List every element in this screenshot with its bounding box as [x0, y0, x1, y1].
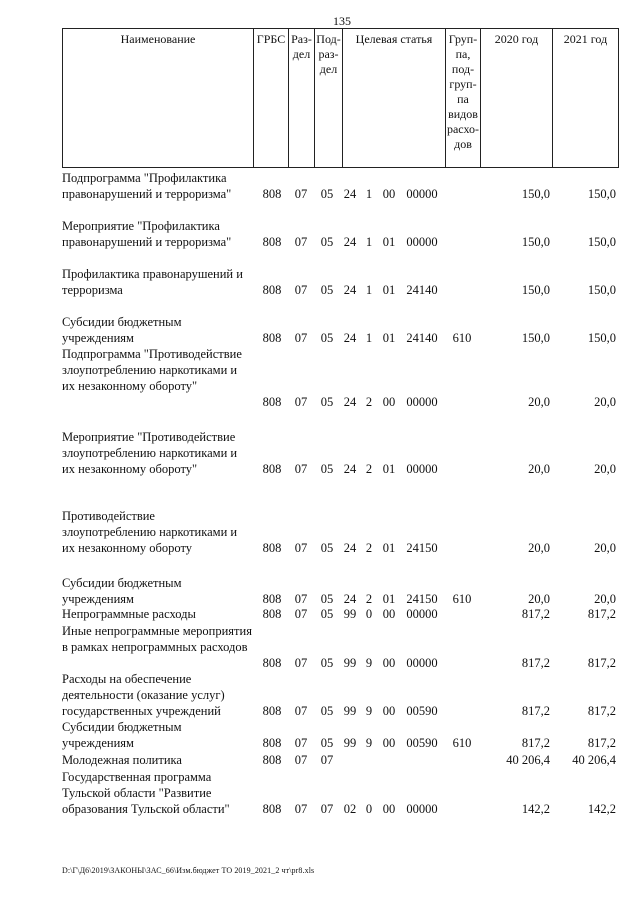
row-cell-rz: 07 [294, 462, 308, 476]
row-cell-rz: 07 [294, 283, 308, 297]
row-name: Противодействие злоупотреблению наркотиками и их незаконному обороту [62, 509, 238, 555]
row-cell-pr: 05 [320, 283, 334, 297]
header-podrazdel: Под- раз- дел [316, 32, 341, 76]
row-cell-v2020: 40 206,4 [506, 753, 550, 767]
row-cell-pr: 05 [320, 187, 334, 201]
row-cell-v2021: 20,0 [594, 462, 616, 476]
page-number: 135 [333, 14, 351, 28]
row-name: Субсидии бюджетным учреждениям [62, 315, 182, 345]
row-cell-c1: 99 [343, 656, 357, 670]
row-cell-pr: 05 [320, 736, 334, 750]
row-name: Субсидии бюджетным учреждениям [62, 720, 182, 750]
row-cell-grbs: 808 [262, 607, 282, 621]
row-cell-c2: 9 [365, 736, 373, 750]
row-cell-c2: 1 [365, 187, 373, 201]
row-cell-grbs: 808 [262, 331, 282, 345]
row-name: Подпрограмма "Профилактика правонарушений и терроризма" [62, 171, 232, 201]
row-cell-c3: 01 [382, 541, 396, 555]
row-cell-c1: 24 [343, 541, 357, 555]
row-cell-v2021: 150,0 [587, 235, 616, 249]
row-cell-c1: 24 [343, 331, 357, 345]
row-cell-rz: 07 [294, 235, 308, 249]
row-cell-pr: 05 [320, 607, 334, 621]
row-cell-grbs: 808 [262, 541, 282, 555]
row-cell-c1: 02 [343, 802, 357, 816]
row-cell-c2: 1 [365, 331, 373, 345]
row-cell-c1: 99 [343, 736, 357, 750]
row-cell-c4: 00000 [406, 607, 438, 621]
file-path-footer: D:\Г\Д6\2019\ЗАКОНЫ\ЗАС_66\Изм.бюджет ТО 2019_2021_2 чт\pr8.xls [62, 866, 315, 875]
row-cell-v2020: 20,0 [528, 541, 550, 555]
row-cell-c2: 0 [365, 607, 373, 621]
row-cell-c2: 2 [365, 592, 373, 606]
row-cell-grbs: 808 [262, 395, 282, 409]
row-cell-v2021: 20,0 [594, 395, 616, 409]
row-cell-pr: 07 [320, 753, 334, 767]
row-cell-rz: 07 [294, 592, 308, 606]
row-cell-pr: 05 [320, 656, 334, 670]
row-cell-rz: 07 [294, 331, 308, 345]
row-cell-grbs: 808 [262, 235, 282, 249]
row-cell-c4: 00000 [406, 235, 438, 249]
row-cell-grbs: 808 [262, 462, 282, 476]
row-cell-rz: 07 [294, 187, 308, 201]
row-name: Субсидии бюджетным учреждениям [62, 576, 182, 606]
row-cell-grbs: 808 [262, 656, 282, 670]
row-cell-c3: 01 [382, 462, 396, 476]
row-cell-pr: 05 [320, 541, 334, 555]
row-cell-pr: 07 [320, 802, 334, 816]
row-cell-grbs: 808 [262, 802, 282, 816]
row-cell-vr: 610 [452, 736, 472, 750]
header-name: Наименование [120, 32, 196, 46]
row-cell-c1: 24 [343, 462, 357, 476]
row-cell-c4: 24140 [406, 331, 438, 345]
row-cell-v2021: 40 206,4 [572, 753, 616, 767]
row-cell-pr: 05 [320, 235, 334, 249]
row-cell-v2021: 20,0 [594, 592, 616, 606]
row-cell-rz: 07 [294, 802, 308, 816]
row-cell-c2: 2 [365, 462, 373, 476]
row-name: Подпрограмма "Противодействие злоупотреблению наркотиками и их незаконному обороту" [62, 347, 242, 393]
row-cell-v2020: 817,2 [521, 736, 550, 750]
header-2020-cell [480, 28, 553, 168]
header-grbs-cell [253, 28, 289, 168]
row-cell-v2021: 817,2 [587, 704, 616, 718]
row-cell-c2: 2 [365, 541, 373, 555]
row-cell-c3: 00 [382, 607, 396, 621]
header-razdel-cell [288, 28, 315, 168]
row-cell-c3: 01 [382, 592, 396, 606]
row-cell-grbs: 808 [262, 592, 282, 606]
row-cell-v2020: 817,2 [521, 704, 550, 718]
row-cell-c3: 00 [382, 736, 396, 750]
row-name: Профилактика правонарушений и терроризма [62, 267, 243, 297]
row-cell-c4: 00000 [406, 187, 438, 201]
row-cell-v2020: 20,0 [528, 395, 550, 409]
row-cell-c1: 24 [343, 187, 357, 201]
row-cell-v2021: 817,2 [587, 607, 616, 621]
row-cell-vr: 610 [452, 331, 472, 345]
row-cell-v2021: 150,0 [587, 283, 616, 297]
row-name: Государственная программа Тульской области "Развитие образования Тульской области" [62, 770, 230, 816]
row-cell-c3: 00 [382, 187, 396, 201]
header-grbs: ГРБС [256, 32, 286, 46]
row-cell-v2021: 817,2 [587, 736, 616, 750]
row-cell-v2021: 150,0 [587, 331, 616, 345]
row-cell-c4: 24150 [406, 541, 438, 555]
row-cell-c4: 00000 [406, 802, 438, 816]
row-cell-v2020: 150,0 [521, 235, 550, 249]
header-2021: 2021 год [563, 32, 608, 46]
row-cell-c1: 24 [343, 283, 357, 297]
row-cell-c2: 2 [365, 395, 373, 409]
header-group: Груп- па, под- груп- па видов расхо- дов [446, 32, 480, 151]
row-cell-pr: 05 [320, 395, 334, 409]
row-cell-pr: 05 [320, 462, 334, 476]
row-cell-c2: 1 [365, 283, 373, 297]
header-2021-cell [552, 28, 619, 168]
row-cell-c3: 00 [382, 395, 396, 409]
row-name: Мероприятие "Профилактика правонарушений и терроризма" [62, 219, 232, 249]
row-cell-c4: 00000 [406, 395, 438, 409]
header-target-cell [342, 28, 446, 168]
row-name: Расходы на обеспечение деятельности (оказание услуг) государственных учреждений [62, 672, 225, 718]
row-cell-vr: 610 [452, 592, 472, 606]
row-cell-grbs: 808 [262, 736, 282, 750]
row-cell-c1: 24 [343, 592, 357, 606]
row-cell-c4: 24150 [406, 592, 438, 606]
row-cell-v2020: 150,0 [521, 283, 550, 297]
row-cell-c3: 01 [382, 283, 396, 297]
row-cell-rz: 07 [294, 736, 308, 750]
row-cell-v2020: 817,2 [521, 607, 550, 621]
row-cell-v2020: 142,2 [521, 802, 550, 816]
row-cell-c3: 00 [382, 656, 396, 670]
row-cell-rz: 07 [294, 656, 308, 670]
row-cell-rz: 07 [294, 753, 308, 767]
row-cell-c3: 01 [382, 235, 396, 249]
row-cell-pr: 05 [320, 331, 334, 345]
row-cell-c4: 00000 [406, 656, 438, 670]
row-cell-grbs: 808 [262, 187, 282, 201]
row-cell-c1: 99 [343, 607, 357, 621]
row-cell-v2021: 20,0 [594, 541, 616, 555]
row-cell-rz: 07 [294, 607, 308, 621]
row-cell-rz: 07 [294, 541, 308, 555]
header-razdel: Раз- дел [291, 32, 312, 61]
header-group-cell [445, 28, 481, 168]
row-cell-c2: 9 [365, 704, 373, 718]
row-cell-grbs: 808 [262, 283, 282, 297]
row-cell-rz: 07 [294, 395, 308, 409]
row-cell-c4: 24140 [406, 283, 438, 297]
row-cell-c3: 00 [382, 704, 396, 718]
row-cell-c1: 24 [343, 395, 357, 409]
row-name: Непрограммные расходы [62, 607, 196, 621]
row-cell-v2021: 142,2 [587, 802, 616, 816]
row-cell-c1: 99 [343, 704, 357, 718]
row-cell-c3: 00 [382, 802, 396, 816]
row-cell-pr: 05 [320, 592, 334, 606]
row-cell-c2: 0 [365, 802, 373, 816]
row-cell-c4: 00590 [406, 704, 438, 718]
row-cell-v2020: 20,0 [528, 462, 550, 476]
header-2020: 2020 год [494, 32, 539, 46]
row-cell-v2020: 20,0 [528, 592, 550, 606]
row-name: Молодежная политика [62, 753, 182, 767]
row-cell-grbs: 808 [262, 753, 282, 767]
row-cell-v2020: 817,2 [521, 656, 550, 670]
row-cell-grbs: 808 [262, 704, 282, 718]
row-cell-v2020: 150,0 [521, 331, 550, 345]
row-cell-c2: 1 [365, 235, 373, 249]
header-podrazdel-cell [314, 28, 343, 168]
row-cell-pr: 05 [320, 704, 334, 718]
row-cell-v2021: 817,2 [587, 656, 616, 670]
row-cell-c2: 9 [365, 656, 373, 670]
row-name: Мероприятие "Противодействие злоупотреблению наркотиками и их незаконному обороту" [62, 430, 238, 476]
row-cell-rz: 07 [294, 704, 308, 718]
row-name: Иные непрограммные мероприятия в рамках непрограммных расходов [62, 624, 252, 654]
row-cell-c3: 01 [382, 331, 396, 345]
header-name-cell [62, 28, 254, 168]
row-cell-c4: 00000 [406, 462, 438, 476]
row-cell-c4: 00590 [406, 736, 438, 750]
row-cell-v2020: 150,0 [521, 187, 550, 201]
row-cell-c1: 24 [343, 235, 357, 249]
row-cell-v2021: 150,0 [587, 187, 616, 201]
header-target: Целевая статья [355, 32, 433, 46]
